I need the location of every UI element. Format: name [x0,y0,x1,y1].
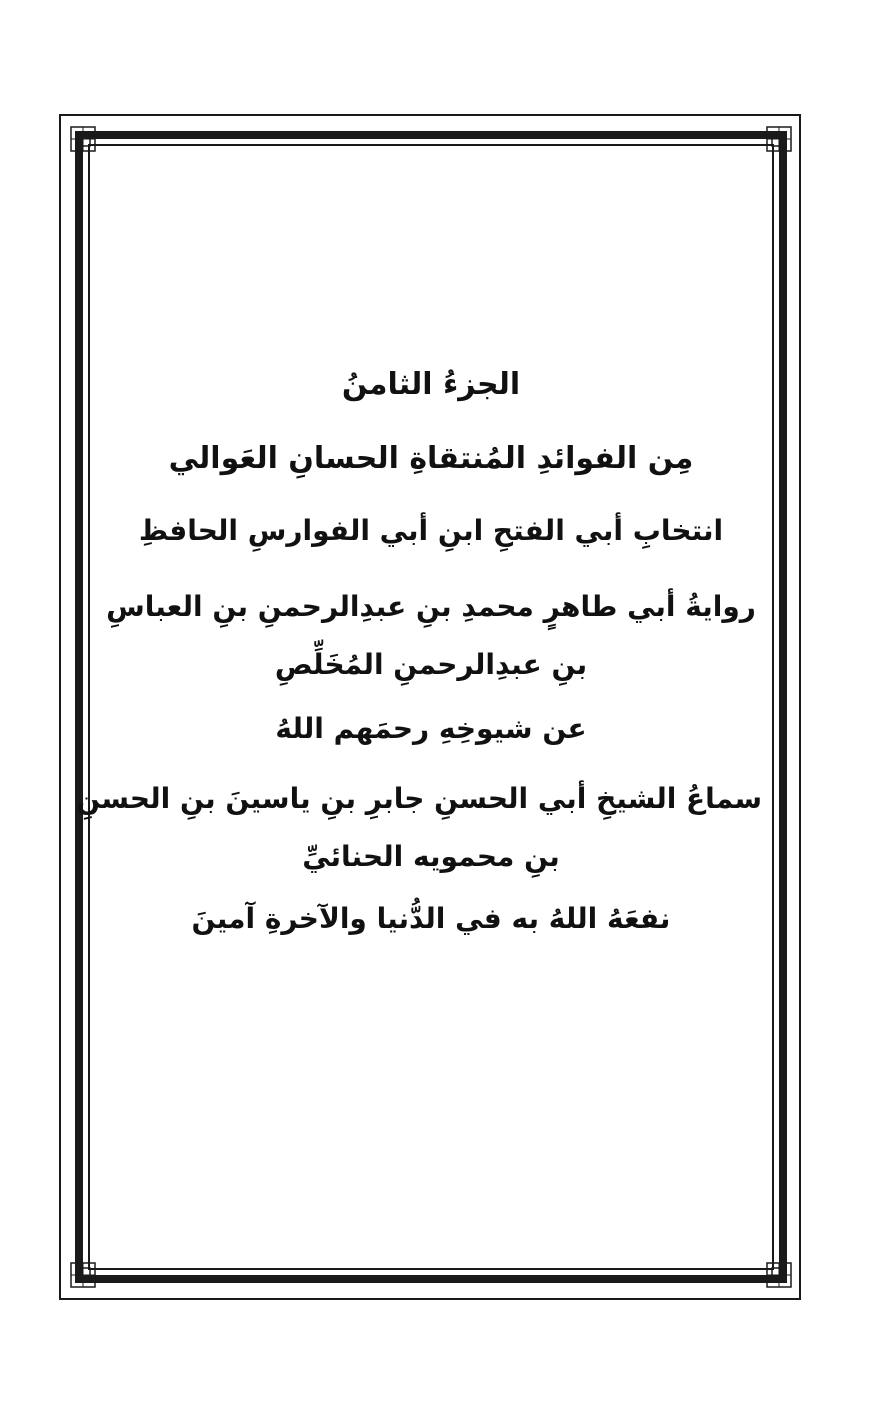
selection-line: انتخابِ أبي الفتحِ ابنِ أبي الفوارسِ الحافظِ [138,514,724,547]
blessing-line: نفعَهُ اللهُ به في الدُّنيا والآخرةِ آمينَ [191,902,671,935]
title-text-block [76,355,762,939]
corner-ornament-icon [70,126,96,152]
part-heading: الجزءُ الثامنُ [341,367,521,402]
narration-line: روايةُ أبي طاهرٍ محمدِ بنِ عبدِالرحمنِ بنِ العباسِ [106,590,756,623]
book-title: مِن الفوائدِ المُنتقاةِ الحسانِ العَوالي [168,441,694,476]
corner-ornament-icon [766,126,792,152]
narration-line-continued: بنِ عبدِالرحمنِ المُخَلِّصِ [274,648,588,681]
corner-ornament-icon [766,1262,792,1288]
sources-line: عن شيوخِهِ رحمَهم اللهُ [275,712,587,745]
corner-ornament-icon [70,1262,96,1288]
audition-line: سماعُ الشيخِ أبي الحسنِ جابرِ بنِ ياسينَ بنِ الحسنِ [76,782,762,815]
audition-line-continued: بنِ محمويه الحنائيِّ [302,840,560,873]
